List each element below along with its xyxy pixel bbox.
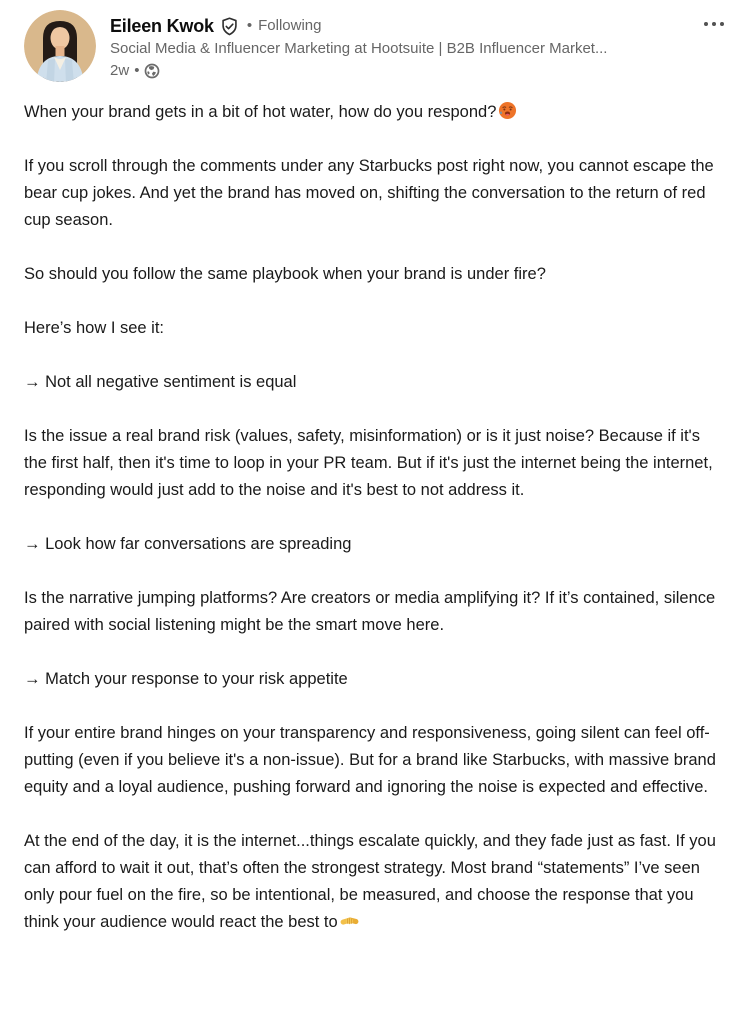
paragraph-text: Here’s how I see it:: [24, 319, 165, 337]
avatar-photo: [24, 10, 96, 82]
time-row: [110, 61, 607, 81]
actor-name[interactable]: Eileen Kwok: [110, 16, 214, 36]
timestamp: 2w: [110, 62, 130, 79]
paragraph-text: → Not all negative sentiment is equal: [24, 373, 297, 391]
paragraph-text: If you scroll through the comments under any Starbucks post right now, you cannot escape the bear cup jokes. And yet the brand has moved on, shifting the conversation to the return of red cup season.: [24, 157, 714, 229]
post-paragraph: [24, 531, 724, 558]
post-paragraph: [24, 369, 724, 396]
follow-separator: •: [246, 17, 253, 34]
paragraph-text: If your entire brand hinges on your transparency and responsiveness, going silent can feel off-putting (even if you believe it's a non-issue). But for a brand like Starbucks, with massive brand equity and a loyal audience, pushing forward and ignoring the noise is expected and effective.: [24, 724, 716, 796]
hot-face-emoji: [498, 101, 517, 120]
paragraph-text: → Look how far conversations are spreading: [24, 535, 352, 553]
post-paragraph: [24, 720, 724, 801]
post-paragraph: [24, 261, 724, 288]
post-paragraph: [24, 315, 724, 342]
post-paragraph: [24, 666, 724, 693]
follow-status[interactable]: Following: [258, 17, 322, 34]
post-paragraph: [24, 153, 724, 234]
paragraph-text: So should you follow the same playbook when your brand is under fire?: [24, 265, 546, 283]
paragraph-text: When your brand gets in a bit of hot water, how do you respond?: [24, 103, 497, 121]
header-meta: [110, 10, 607, 82]
paragraph-text: Is the issue a real brand risk (values, safety, misinformation) or is it just noise? Because if it's the first half, then it's time to loop in your PR team. But if it's just the internet being the internet, responding would just add to the noise and it's best to not address it.: [24, 427, 713, 499]
handshake-emoji: [340, 911, 359, 930]
avatar[interactable]: [24, 10, 96, 82]
paragraph-text: Is the narrative jumping platforms? Are creators or media amplifying it? If it’s contained, silence paired with social listening might be the smart move here.: [24, 589, 716, 634]
name-row: [110, 15, 607, 37]
globe-icon: [144, 63, 160, 79]
post-header: [24, 10, 724, 82]
timestamp-separator: •: [134, 62, 140, 79]
paragraph-text: At the end of the day, it is the internet...things escalate quickly, and they fade just as fast. If you can afford to wait it out, that’s often the strongest strategy. Most brand “statements” I’ve seen only pour fuel on the fire, so be intentional, be measured, and choose the response that you think your audience would react the best to: [24, 832, 716, 931]
post-paragraph: [24, 585, 724, 639]
post-body: [24, 99, 724, 936]
overflow-dot: [720, 22, 724, 26]
overflow-dot: [712, 22, 716, 26]
post-paragraph: [24, 423, 724, 504]
paragraph-text: → Match your response to your risk appetite: [24, 670, 348, 688]
verified-shield-icon[interactable]: [220, 17, 239, 36]
post-paragraph: [24, 99, 724, 126]
actor-subtitle: Social Media & Influencer Marketing at Hootsuite | B2B Influencer Market...: [110, 40, 608, 57]
overflow-menu-button[interactable]: [696, 12, 732, 36]
overflow-dot: [704, 22, 708, 26]
post-paragraph: [24, 828, 724, 936]
